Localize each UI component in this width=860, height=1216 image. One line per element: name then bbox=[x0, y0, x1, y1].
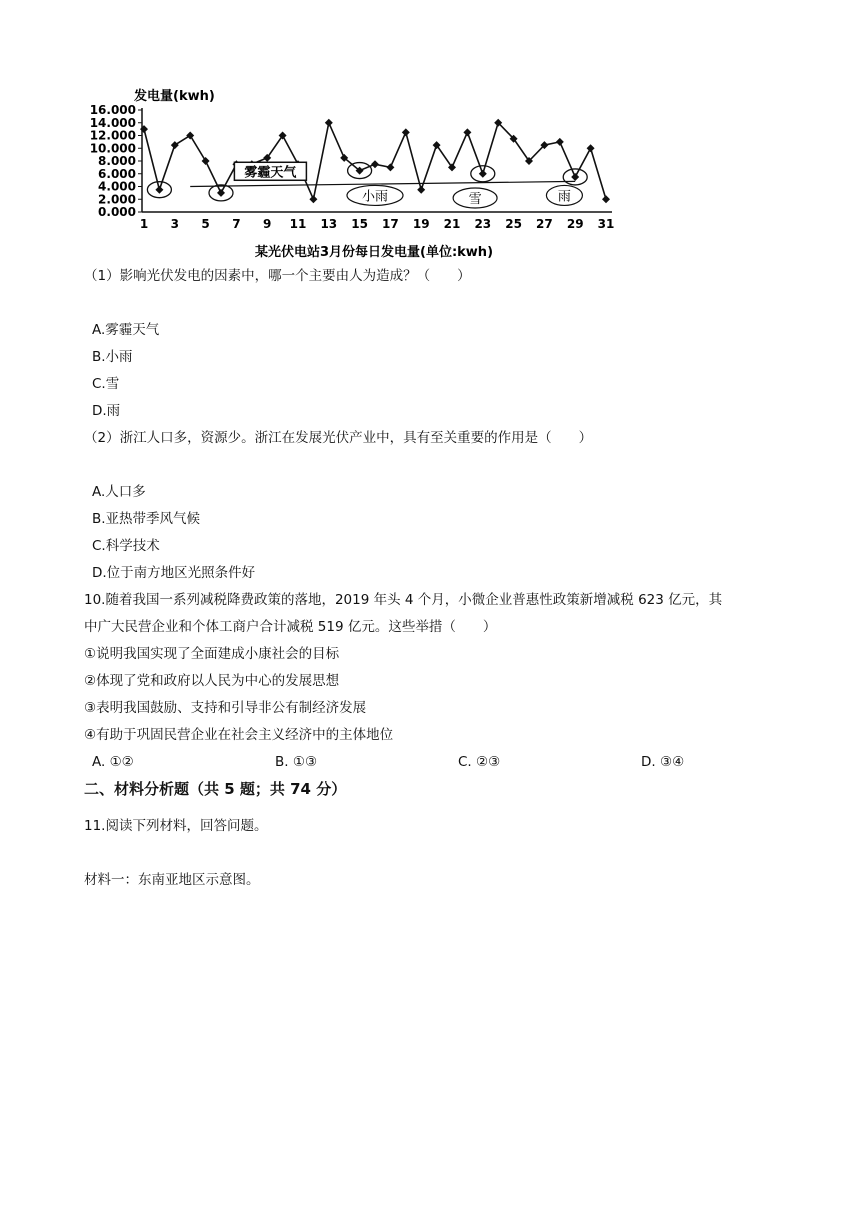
data-point bbox=[386, 163, 394, 171]
x-tick-label: 17 bbox=[382, 217, 399, 231]
x-tick-label: 1 bbox=[139, 217, 149, 231]
y-tick-label: 14.000 bbox=[89, 115, 136, 130]
x-tick-label: 25 bbox=[505, 217, 522, 231]
q9-sub2-option-d: D.位于南方地区光照条件好 bbox=[92, 565, 256, 581]
data-point bbox=[217, 189, 225, 197]
q9-sub1-option-d: D.雨 bbox=[92, 403, 121, 419]
q10-choice-d: D. ③④ bbox=[641, 754, 685, 770]
data-point bbox=[402, 128, 410, 136]
x-tick-label: 11 bbox=[289, 217, 307, 231]
data-point bbox=[140, 125, 148, 133]
data-point bbox=[556, 138, 564, 146]
data-point bbox=[479, 170, 487, 178]
x-tick-label: 21 bbox=[443, 217, 461, 231]
annotation-rain: 雨 bbox=[557, 189, 571, 205]
data-point bbox=[186, 132, 194, 140]
q9-sub1-option-a: A.雾霾天气 bbox=[92, 322, 160, 338]
x-tick-label: 13 bbox=[320, 217, 338, 231]
q10-stem-line1: 10.随着我国一系列减税降费政策的落地，2019 年头 4 个月，小微企业普惠性政策新增减税 623 亿元，其 bbox=[84, 592, 723, 608]
y-tick-label: 16.000 bbox=[89, 103, 136, 117]
annotation-haze: 雾霾天气 bbox=[244, 165, 297, 181]
q9-sub2-stem: （2）浙江人口多，资源少。浙江在发展光伏产业中，具有至关重要的作用是（ ） bbox=[84, 430, 593, 446]
x-tick-label: 23 bbox=[474, 217, 492, 231]
q10-statement-1: ①说明我国实现了全面建成小康社会的目标 bbox=[84, 646, 340, 662]
x-tick-label: 5 bbox=[201, 217, 210, 231]
q9-sub2-option-c: C.科学技术 bbox=[92, 538, 160, 554]
chart-title: 某光伏电站3月份每日发电量(单位:kwh) bbox=[254, 245, 494, 260]
data-point bbox=[587, 144, 595, 152]
q10-choice-a: A. ①② bbox=[92, 754, 134, 770]
x-tick-label: 3 bbox=[170, 217, 179, 231]
x-tick-label: 19 bbox=[412, 217, 430, 231]
power-generation-chart bbox=[84, 84, 624, 264]
y-tick-label: 12.000 bbox=[89, 128, 136, 143]
data-point bbox=[463, 128, 471, 136]
q10-statement-4: ④有助于巩固民营企业在社会主义经济中的主体地位 bbox=[84, 727, 394, 743]
section-heading: 二、材料分析题（共 5 题；共 74 分） bbox=[84, 780, 347, 798]
q10-statement-2: ②体现了党和政府以人民为中心的发展思想 bbox=[84, 673, 340, 689]
y-tick-label: 2.000 bbox=[98, 192, 136, 207]
data-point bbox=[371, 160, 379, 168]
q10-choice-b: B. ①③ bbox=[275, 754, 318, 770]
data-point bbox=[602, 195, 610, 203]
data-point bbox=[171, 141, 179, 149]
y-tick-label: 4.000 bbox=[98, 179, 136, 194]
y-tick-label: 0.000 bbox=[98, 205, 136, 219]
data-point bbox=[571, 173, 579, 181]
q11-material1: 材料一：东南亚地区示意图。 bbox=[84, 872, 260, 888]
q10-choice-c: C. ②③ bbox=[458, 754, 501, 770]
data-point bbox=[155, 186, 163, 194]
data-point bbox=[417, 186, 425, 194]
q11-stem: 11.阅读下列材料，回答问题。 bbox=[84, 818, 268, 834]
y-tick-label: 8.000 bbox=[98, 154, 136, 168]
y-tick-label: 6.000 bbox=[98, 166, 136, 181]
data-point bbox=[202, 157, 210, 165]
q9-sub1-option-c: C.雪 bbox=[92, 376, 120, 392]
q10-statement-3: ③表明我国鼓励、支持和引导非公有制经济发展 bbox=[84, 700, 367, 716]
x-tick-label: 7 bbox=[232, 217, 241, 231]
x-tick-label: 15 bbox=[351, 217, 368, 231]
q9-sub1-option-b: B.小雨 bbox=[92, 349, 133, 365]
y-axis-label: 发电量(kwh) bbox=[134, 89, 215, 104]
x-tick-label: 29 bbox=[566, 217, 584, 231]
data-point bbox=[309, 195, 317, 203]
x-tick-label: 27 bbox=[536, 217, 553, 231]
annotation-snow: 雪 bbox=[468, 191, 482, 207]
y-tick-label: 10.000 bbox=[89, 141, 136, 156]
annotation-light-rain: 小雨 bbox=[361, 189, 389, 205]
x-tick-label: 9 bbox=[263, 217, 272, 231]
data-point bbox=[325, 119, 333, 127]
q10-stem-line2: 中广大民营企业和个体工商户合计减税 519 亿元。这些举措（ ） bbox=[84, 619, 497, 635]
q9-sub2-option-b: B.亚热带季风气候 bbox=[92, 511, 201, 527]
q9-sub2-option-a: A.人口多 bbox=[92, 484, 146, 500]
q9-sub1-stem: （1）影响光伏发电的因素中，哪一个主要由人为造成？（ ） bbox=[84, 268, 471, 284]
x-tick-label: 31 bbox=[597, 217, 615, 231]
